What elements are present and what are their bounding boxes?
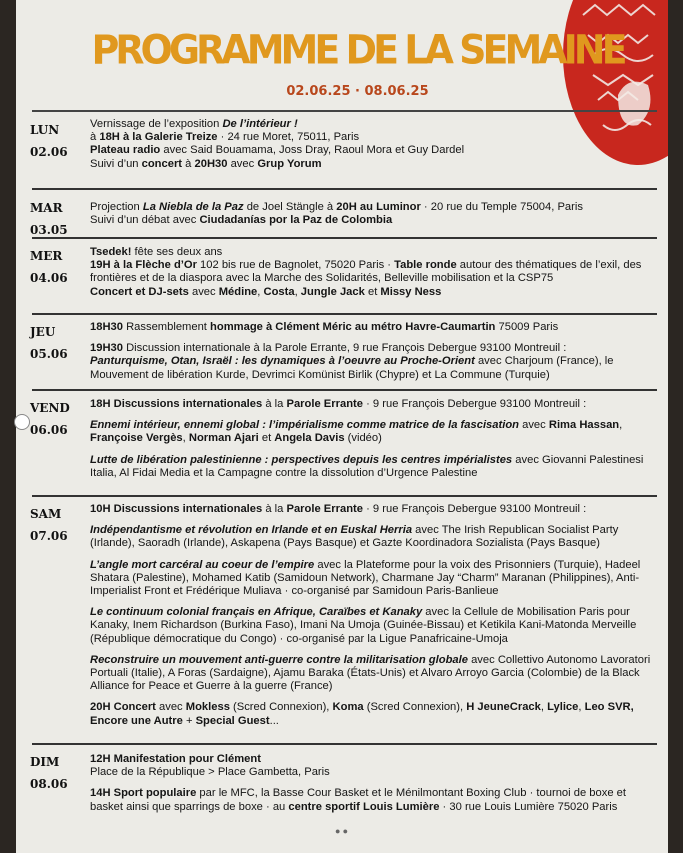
day-date: 04.06 (30, 271, 68, 285)
day-label (30, 245, 90, 289)
event-line: 14H Sport populaire par le MFC, la Basse Cour Basket et le Ménilmontant Boxing Club · tournoi de boxe et basket ainsi que sparrings de boxe · au centre sportif Louis Lumière · 30 rue Louis Lumière 75020 Paris (90, 787, 626, 813)
event-line: Suivi d’un débat avec Ciudadanías por la Paz de Colombia (90, 214, 393, 227)
event-line: Lutte de libération palestinienne : perspectives depuis les centres impérialistes avec Giovanni Palestinesi Italia, Al Fidai Media et la Campagne contre la dissolution d’Urgence Palestine (90, 453, 644, 479)
event-line: 12H Manifestation pour Clément (90, 753, 261, 765)
event-line: Reconstruire un mouvement anti-guerre contre la militarisation globale avec Collettivo Autonomo Lavoratori Portuali (Italie), A Foras (Sardaigne), Ajamu Baraka (États-Unis) et Alvaro Arroyo Garcia (Colombie) de la Black Alliance for Peace et Guerre à la guerre (France) (90, 653, 651, 693)
event-line: 20H Concert avec Mokless (Scred Connexion), Koma (Scred Connexion), H JeuneCrack, Lylice, Leo SVR, Encore une Autre + Special Guest... (90, 701, 634, 727)
day-date: 08.06 (30, 777, 68, 791)
event-line: Plateau radio avec Said Bouamama, Joss Dray, Raoul Mora et Guy Dardel (90, 144, 465, 157)
day-events (90, 321, 657, 382)
day-name: LUN (30, 123, 60, 137)
day-name: JEU (30, 325, 56, 339)
event-line: 19H à la Flèche d’Or 102 bis rue de Bagnolet, 75020 Paris · Table ronde autour des thématiques de l’exil, des frontières et de la diaspora avec la Marche des Solidarités, Belleville mobilisation et la CSP75 (90, 259, 642, 285)
day-name: SAM (30, 507, 62, 521)
day-label (30, 119, 90, 163)
divider (32, 188, 657, 190)
day-label (30, 397, 90, 441)
day-date: 02.06 (30, 145, 68, 159)
page-title: PROGRAMME DE LA SEMAINE (91, 26, 624, 74)
event-line: 18H30 Rassemblement hommage à Clément Méric au métro Havre-Caumartin 75009 Paris (90, 321, 559, 333)
carousel-dot (14, 414, 30, 430)
divider (32, 389, 657, 391)
day-events (90, 118, 657, 171)
day-label (30, 751, 90, 795)
day-events (90, 201, 657, 227)
day-name: VEND (30, 401, 70, 415)
day-date: 07.06 (30, 529, 68, 543)
divider (32, 313, 657, 315)
event-line: Ennemi intérieur, ennemi global : l’impérialisme comme matrice de la fascisation avec Rima Hassan, Françoise Vergès, Norman Ajari et Angela Davis (vidéo) (90, 419, 623, 445)
day-date: 06.06 (30, 423, 68, 437)
event-line: Le continuum colonial français en Afrique, Caraïbes et Kanaky avec la Cellule de Mobilisation Paris pour Kanaky, Inem Richardson (Burkina Faso), Imani Na Umoja (Guinée-Bissau) et Ketikila Kani-Matonda Merveille (République démocratique du Congo) · co-organisé par la Ligue Panafricaine-Umoja (90, 606, 637, 645)
divider (32, 743, 657, 745)
day-name: MER (30, 249, 63, 263)
event-line: Indépendantisme et révolution en Irlande et en Euskal Herria avec The Irish Republican Socialist Party (Irlande), Saoradh (Irlande), Askapena (Pays Basque) et Gazte Koordinadora Sozialista (Pays Basque) (90, 524, 619, 550)
event-line: 10H Discussions internationales à la Parole Errante · 9 rue François Debergue 93100 Montreuil : (90, 503, 587, 515)
divider (32, 110, 657, 112)
event-line: Concert et DJ-sets avec Médine, Costa, Jungle Jack et Missy Ness (90, 285, 442, 298)
event-line: à 18H à la Galerie Treize · 24 rue Moret, 75011, Paris (90, 131, 360, 144)
day-date: 03.05 (30, 223, 68, 237)
day-date: 05.06 (30, 347, 68, 361)
day-label (30, 503, 90, 547)
day-events (90, 246, 657, 299)
day-events (90, 753, 657, 814)
event-line: Place de la République > Place Gambetta, Paris (90, 766, 330, 779)
carousel-indicator-icon: ● ● (334, 826, 349, 836)
divider (32, 237, 657, 239)
event-line: 19H30 Discussion internationale à la Parole Errante, 9 rue François Debergue 93100 Montreuil : (90, 342, 567, 355)
event-line: Panturquisme, Otan, Israël : les dynamiques à l’oeuvre au Proche-Orient avec Charjoum (France), le Mouvement de libération Kurde, Devrimci Komünist Birlik (Chypre) et La Commune (Turquie) (90, 355, 614, 381)
day-events (90, 398, 657, 480)
day-name: DIM (30, 755, 60, 769)
divider (32, 495, 657, 497)
event-line: Projection La Niebla de la Paz de Joel Stängle à 20H au Luminor · 20 rue du Temple 75004, Paris (90, 201, 583, 213)
event-line: Tsedek! fête ses deux ans (90, 246, 223, 258)
event-line: 18H Discussions internationales à la Parole Errante · 9 rue François Debergue 93100 Montreuil : (90, 398, 587, 410)
day-name: MAR (30, 201, 63, 215)
day-events (90, 503, 657, 728)
event-line: L’angle mort carcéral au coeur de l’empire avec la Plateforme pour la voix des Prisonniers (Turquie), Hadeel Shatara (Palestine), Mohamed Katib (Samidoun Network), Charmane Jay “Charm” Maranan (Philippines), Anti-Imperialist Front et Frédérique Muliava · co-organisé par Samidoun Paris-Banlieue (90, 558, 641, 598)
day-label (30, 197, 90, 241)
event-line: Vernissage de l’exposition De l’intérieur ! (90, 118, 298, 130)
day-label (30, 321, 90, 365)
event-line: Suivi d’un concert à 20H30 avec Grup Yorum (90, 157, 322, 170)
week-dates: 02.06.25 · 08.06.25 (286, 84, 429, 99)
